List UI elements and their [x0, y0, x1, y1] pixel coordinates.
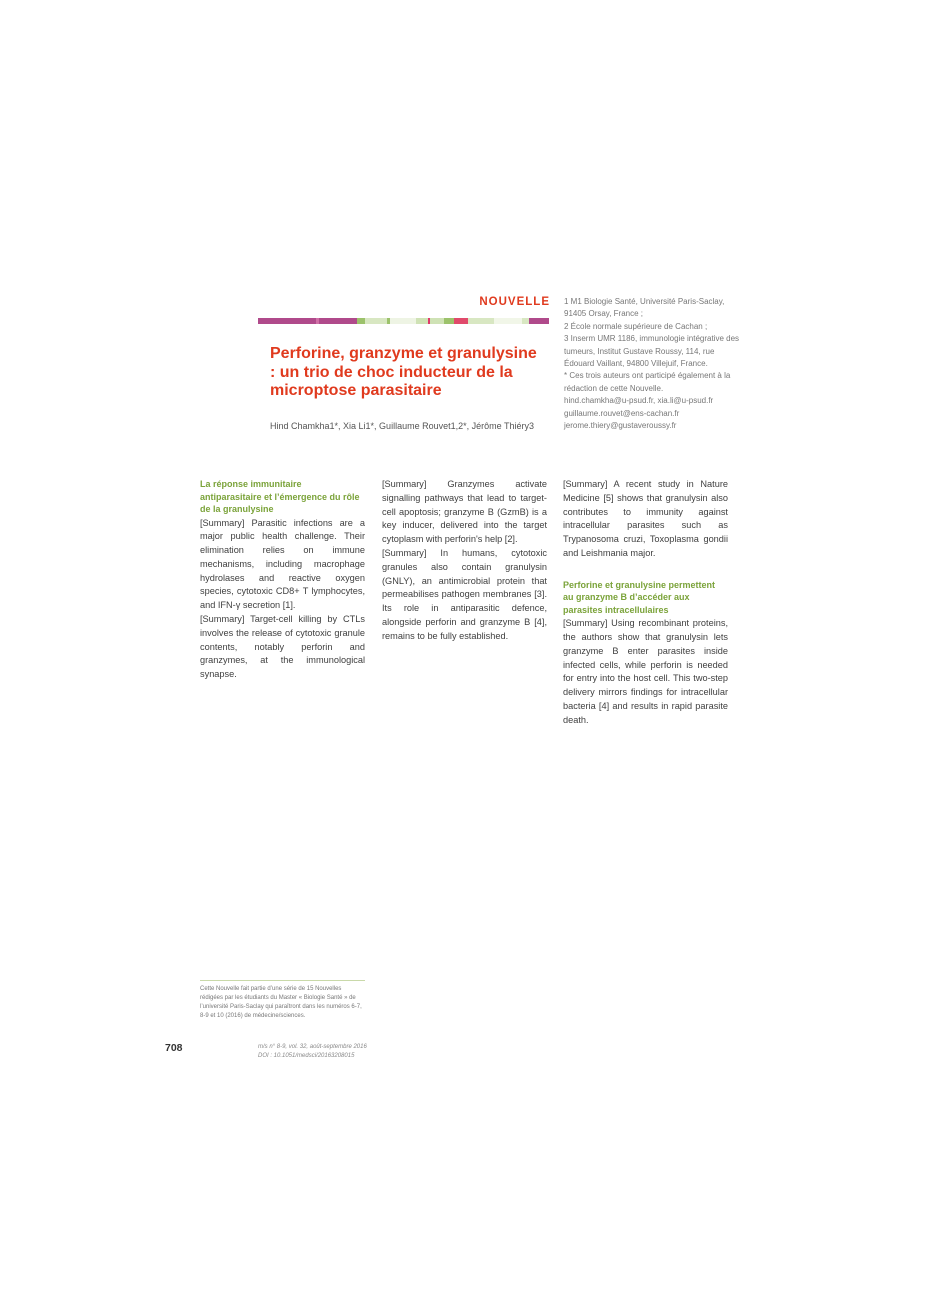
doi-link[interactable]: DOI : 10.1051/medsci/20163208015: [258, 1053, 355, 1059]
color-bar-segment: [444, 318, 454, 324]
journal-footer: [258, 1043, 367, 1061]
paragraph: [Summary] A recent study in Nature Medicine [5] shows that granulysin also contributes to immunity against intracellular parasites such as Trypanosoma cruzi, Toxoplasma gondii and Leishmania major.: [563, 479, 728, 558]
color-bar-segment: [494, 318, 522, 324]
page-number: 708: [165, 1042, 183, 1054]
affiliation-2: 2 École normale supérieure de Cachan ;: [564, 321, 708, 331]
decorative-color-bar: [258, 318, 549, 324]
affiliation-1: 1 M1 Biologie Santé, Université Paris-Saclay, 91405 Orsay, France ;: [564, 297, 725, 319]
email-2[interactable]: guillaume.rouvet@ens-cachan.fr: [564, 408, 680, 418]
color-bar-segment: [416, 318, 428, 324]
color-bar-segment: [390, 318, 416, 324]
body-column-3: [563, 478, 728, 728]
color-bar-segment: [365, 318, 387, 324]
paragraph: [Summary] Parasitic infections are a major public health challenge. Their elimination relies on immune mechanisms, including macrophage hydrolases and reactive oxygen species, cytotoxic CD8+ T lymphocytes, and IFN-γ secretion [1].: [200, 517, 365, 611]
series-footnote: Cette Nouvelle fait partie d’une série de 15 Nouvelles rédigées par les étudiants du Master « Biologie Santé » de l’université Paris-Saclay qui paraîtront dans les numéros 6-7, 8-9 et 10 (2016) de médecine/sciences.: [200, 980, 365, 1021]
color-bar-segment: [468, 318, 494, 324]
affiliations: [564, 296, 744, 432]
color-bar-segment: [258, 318, 316, 324]
journal-issue: m/s n° 8-9, vol. 32, août-septembre 2016: [258, 1044, 367, 1050]
paragraph: [Summary] Granzymes activate signalling pathways that lead to target-cell apoptosis; granzyme B (GzmB) is a key inducer, delivered into the target cytoplasm with perforin's help [2].: [382, 479, 547, 545]
body-column-2: [382, 478, 547, 644]
color-bar-segment: [522, 318, 529, 324]
color-bar-segment: [529, 318, 549, 324]
section-heading: Perforine et granulysine permettent au granzyme B d’accéder aux parasites intracellulaires: [563, 579, 716, 615]
body-column-1: [200, 478, 365, 682]
article-title: Perforine, granzyme et granulysine : un trio de choc inducteur de la microptose parasitaire: [270, 345, 537, 399]
color-bar-segment: [430, 318, 444, 324]
color-bar-segment: [454, 318, 468, 324]
author-list: Hind Chamkha1*, Xia Li1*, Guillaume Rouvet1,2*, Jérôme Thiéry3: [270, 421, 534, 431]
section-heading: La réponse immunitaire antiparasitaire et l’émergence du rôle de la granulysine: [200, 479, 360, 514]
email-1[interactable]: hind.chamkha@u-psud.fr, xia.li@u-psud.fr: [564, 396, 714, 406]
paragraph: [Summary] Target-cell killing by CTLs involves the release of cytotoxic granule contents, notably perforin and granzymes, at the immunological synapse.: [200, 614, 365, 680]
email-3[interactable]: jerome.thiery@gustaveroussy.fr: [564, 421, 677, 431]
color-bar-segment: [357, 318, 365, 324]
color-bar-segment: [319, 318, 357, 324]
section-label: NOUVELLE: [479, 296, 550, 308]
affiliation-3: 3 Inserm UMR 1186, immunologie intégrative des tumeurs, Institut Gustave Roussy, 114, rue Édouard Vaillant, 94800 Villejuif, France.: [564, 334, 740, 369]
paragraph: [Summary] In humans, cytotoxic granules also contain granulysin (GNLY), an antimicrobial protein that permeabilises pathogen membranes [3]. Its role in antiparasitic defence, alongside perforin and granzyme B [4], remains to be fully established.: [382, 547, 547, 641]
author-contribution-note: * Ces trois auteurs ont participé également à la rédaction de cette Nouvelle.: [564, 371, 731, 393]
paragraph: [Summary] Using recombinant proteins, the authors show that granulysin lets granzyme B enter parasites inside infected cells, while perforin is needed for entry into the host cell. This two-step delivery mirrors findings for intracellular bacteria [4] and results in rapid parasite death.: [563, 618, 728, 725]
